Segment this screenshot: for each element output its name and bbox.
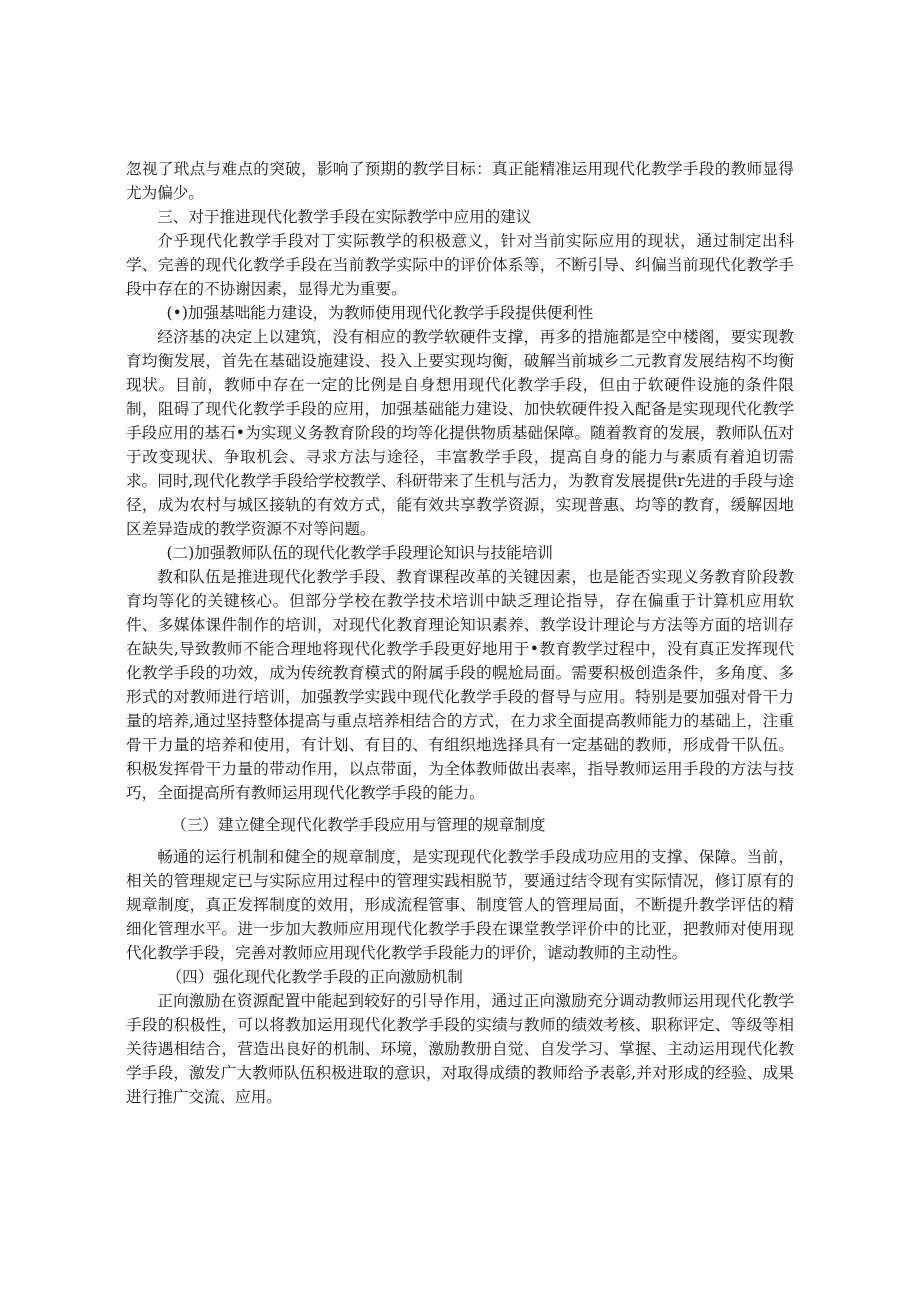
- paragraph: 正向激励在资源配置中能起到较好的引导作用，通过正向激励充分调动教师运用现代化教学手段的积极性，可以将教加运用现代化教学手段的实绩与教师的绩效考核、职称评定、等级等相关待遇相结合，营造出良好的机制、环境，激励教册自觉、自发学习、掌握、主动运用现代化教学手段，激发广大教师队伍积极进取的意识，对取得成绩的教师给予表彰,并对形成的经验、成果进行推广交流、应用。: [126, 992, 794, 1106]
- document-body: [126, 157, 794, 1109]
- subheading-2: (二)加强教师队伍的现代化教学手段理论知识与技能培训: [166, 544, 553, 562]
- subheading-4: （四）强化现代化教学手段的正向激励机制: [166, 968, 463, 986]
- paragraph: 经济基的决定上以建筑，没有相应的教学软硬件支撑，再多的措施都是空中楼阁，要实现教育均衡发展，首先在基础设施建设、投入上要实现均衡，破解当前城乡二元教育发展结构不均衡现状。目前，教师中存在一定的比例是自身想用现代化教学手段，但由于软硬件设施的条件限制，阻碍了现代化教学手段的应用，加强基础能力建设、加快软硬件投入配备是实现现代化教学手段应用的基石•为实现义务教育阶段的均等化提供物质基础保障。随着教育的发展，教师队伍对于改变现状、争取机会、寻求方法与途径，丰富教学手段，提高自身的能力与素质有着迫切需求。同时,现代化教学手段给学校教学、科研带来了生机与活力，为教育发展提供r先进的手段与途径，成为农村与城区接轨的有效方式，能有效共享教学资源，实现普惠、均等的教育，缓解因地区差异造成的教学资源不对等问题。: [126, 328, 794, 538]
- subheading-3: （三）建立健全现代化教学手段应用与管理的规章制度: [171, 816, 546, 834]
- paragraph: 教和队伍是推进现代化教学手段、教育课程改革的关键因素，也是能否实现义务教育阶段教育均等化的关键核心。但部分学校在教学技术培训中缺乏理论指导，存在偏重于计算机应用软件、多媒体课件制作的培训，对现代化教育理论知识素养、教学设计理论与方法等方面的培训存在缺失,导致教师不能合理地将现代化教学手段更好地用于•教育教学过程中，没有真正发挥现代化教学手段的功效，成为传统教育模式的附属手段的幌尬局面。需要积极创造条件，多角度、多形式的对教师进行培训，加强教学实践中现代化教学手段的督导与应用。特别是要加强对骨干力量的培养,通过坚持整体提高与重点培养相结合的方式，在力求全面提高教师能力的基础上，注重骨干力量的培养和使用，有计划、有目的、有组织地选择具有一定基础的教师，形成骨干队伍。积极发挥骨干力量的带动作用，以点带面，为全体教师做出表率，指导教师运用手段的方法与技巧，全面提高所有教师运用现代化教学手段的能力。: [126, 568, 794, 802]
- paragraph-continuation: 忽视了玳点与难点的突破，影响了预期的教学目标：真正能精准运用现代化教学手段的教师显得尤为偏少。: [126, 160, 794, 202]
- paragraph: 介乎现代化教学手段对丁实际教学的积极意义，针对当前实际应用的现状，通过制定出科学、完善的现代化教学手段在当前教学实际中的评价体系等，不断引导、纠偏当前现代化教学手段中存在的不协谢因素，显得尤为重要。: [126, 232, 794, 298]
- subheading-1: (•)加强基咄能力建设，为教师使用现代化教学手段提供便利性: [166, 304, 594, 322]
- section-heading-3: 三、对于推进现代化教学手段在实际教学中应用的建议: [157, 208, 532, 226]
- paragraph: 畅通的运行机制和健全的规章制度，是实现现代化教学手段成功应用的支撑、保障。当前，相关的管理规定已与实际应用过程中的管理实践相脱节，要通过结令现有实际情况，修订原有的规章制度，真正发挥制度的效用，形成流程管事、制度管人的管理局面，不断提升教学评估的精细化管理水平。进一步加大教师应用现代化教学手段在课堂教学评价中的比亚，把教师对使用现代化教学手段，完善对教师应用现代化教学手段能力的评价，谑动教师的主动性。: [126, 848, 794, 962]
